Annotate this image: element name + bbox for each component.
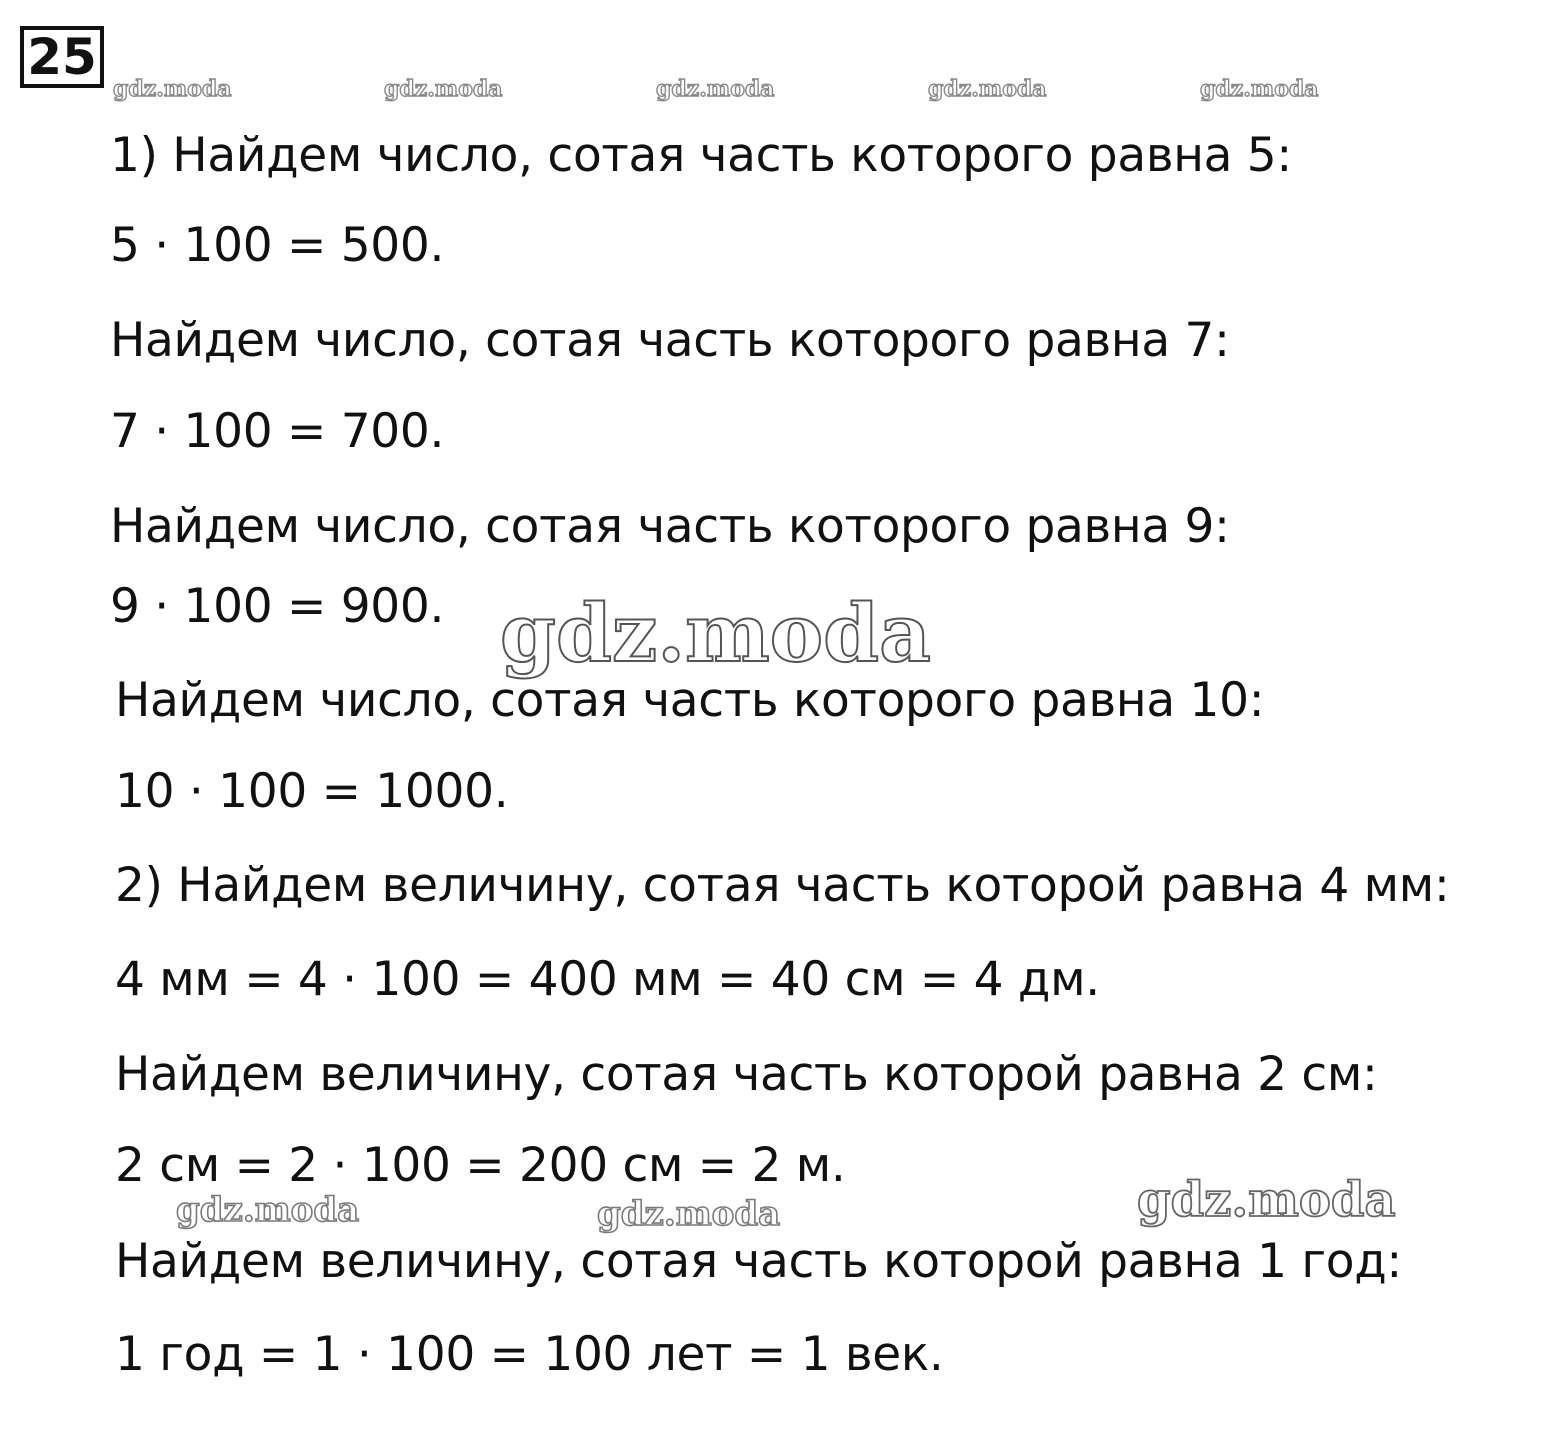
solution-line-5: Найдем число, сотая часть которого равна 9: — [110, 499, 1230, 554]
watermark: gdz.moda — [597, 1194, 781, 1234]
watermark: gdz.moda — [1137, 1172, 1396, 1228]
solution-line-7: Найдем число, сотая часть которого равна 10: — [115, 673, 1265, 728]
watermark: gdz.moda — [384, 76, 503, 102]
solution-line-10: 4 мм = 4 · 100 = 400 мм = 40 см = 4 дм. — [115, 952, 1100, 1007]
solution-line-3: Найдем число, сотая часть которого равна 7: — [110, 313, 1230, 368]
watermark: gdz.moda — [656, 76, 775, 102]
watermark: gdz.moda — [113, 76, 232, 102]
solution-line-1: 1) Найдем число, сотая часть которого равна 5: — [110, 128, 1292, 183]
solution-line-4: 7 · 100 = 700. — [110, 404, 445, 459]
solution-line-8: 10 · 100 = 1000. — [115, 764, 509, 819]
watermark: gdz.moda — [928, 76, 1047, 102]
solution-line-9: 2) Найдем величину, сотая часть которой равна 4 мм: — [115, 858, 1450, 913]
solution-line-12: 2 см = 2 · 100 = 200 см = 2 м. — [115, 1138, 846, 1193]
task-number-box: 25 — [20, 26, 104, 88]
watermark: gdz.moda — [1200, 76, 1319, 102]
solution-line-14: 1 год = 1 · 100 = 100 лет = 1 век. — [115, 1327, 944, 1382]
solution-line-11: Найдем величину, сотая часть которой равна 2 см: — [115, 1047, 1378, 1102]
solution-line-13: Найдем величину, сотая часть которой равна 1 год: — [115, 1234, 1402, 1289]
watermark: gdz.moda — [176, 1190, 360, 1230]
solution-line-6: 9 · 100 = 900. — [110, 579, 445, 634]
solution-line-2: 5 · 100 = 500. — [110, 218, 445, 273]
watermark-large: gdz.moda — [500, 586, 931, 680]
